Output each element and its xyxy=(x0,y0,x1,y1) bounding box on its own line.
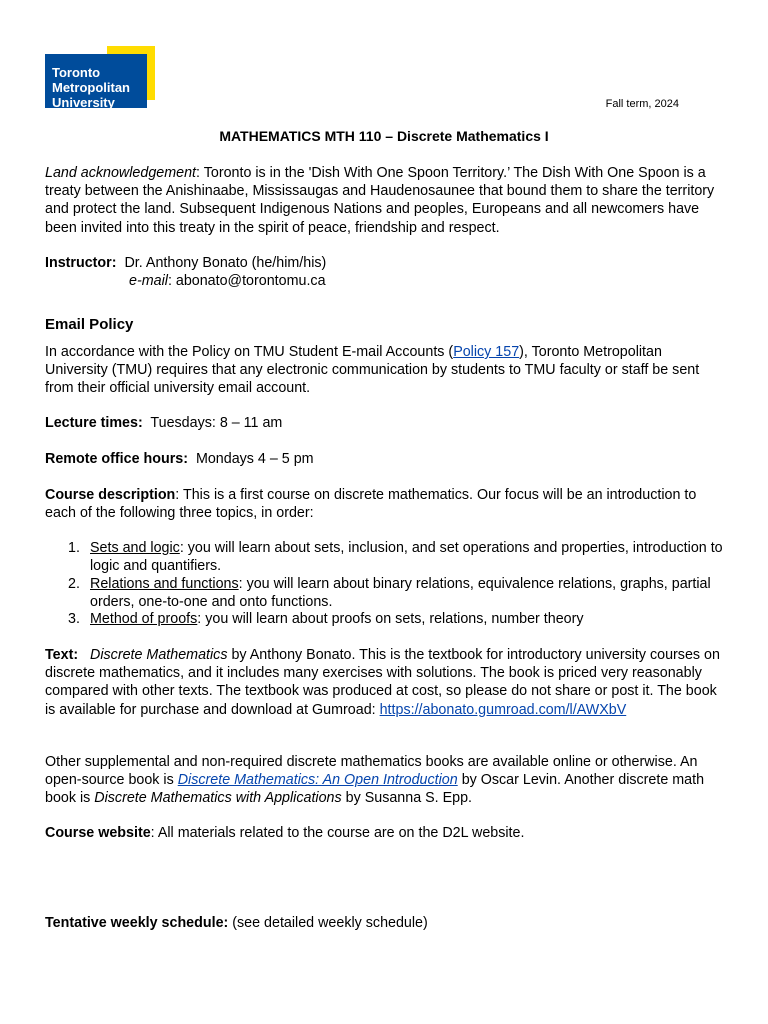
logo-line2: Metropolitan xyxy=(52,80,130,95)
email-label: e-mail xyxy=(129,273,168,290)
instructor-label: Instructor: xyxy=(45,255,117,271)
policy-157-link[interactable]: Policy 157 xyxy=(453,344,520,360)
schedule-label: Tentative weekly schedule: xyxy=(45,915,229,931)
email-policy-text xyxy=(45,343,725,398)
course-desc-label: Course description xyxy=(45,487,176,503)
email-policy-pre: In accordance with the Policy on TMU Student E-mail Accounts ( xyxy=(45,344,454,360)
lecture-times xyxy=(45,414,725,432)
email-policy-post: ), Toronto Metropolitan University (TMU) requires that any electronic communication by students to TMU faculty or staff be sent from their official university email account. xyxy=(45,344,700,397)
course-description xyxy=(45,486,725,522)
schedule-text: (see detailed weekly schedule) xyxy=(228,915,428,931)
land-text: : Toronto is in the 'Dish With One Spoon Territory.’ The Dish With One Spoon is a treaty between the Anishinaabe, Mississaugas and Haudenosaunee that bound them to share the territory and protect the land. Subsequent Indigenous Nations and peoples, Europeans and all newcomers have been invited into this treaty in the spirit of peace, friendship and respect. xyxy=(45,165,715,236)
office-label: Remote office hours: xyxy=(45,451,188,467)
office-value: Mondays 4 – 5 pm xyxy=(195,451,314,467)
supp-pre: Other supplemental and non-required discrete mathematics books are available online or otherwise. An open-source book is xyxy=(45,754,698,789)
course-desc-text: : This is a first course on discrete mathematics. Our focus will be an introduction to each of the following three topics, in order: xyxy=(45,487,697,522)
logo-line3: University xyxy=(52,95,115,110)
levin-book-link[interactable]: Discrete Mathematics: An Open Introduction xyxy=(177,772,458,789)
list-body xyxy=(90,539,730,575)
instructor-name: Dr. Anthony Bonato (he/him/his) xyxy=(124,255,327,271)
topic-desc: : you will learn about proofs on sets, relations, number theory xyxy=(197,611,584,627)
text-label: Text: xyxy=(45,647,79,663)
logo-line1: Toronto xyxy=(52,65,101,80)
lecture-label: Lecture times: xyxy=(45,415,143,431)
textbook-title: Discrete Mathematics xyxy=(90,647,228,663)
office-hours xyxy=(45,450,725,468)
topic-desc: : you will learn about sets, inclusion, and set operations and properties, introduction to logic and quantifiers. xyxy=(90,540,723,575)
website-text: : All materials related to the course are on the D2L website. xyxy=(150,825,525,841)
term-label: Fall term, 2024 xyxy=(605,98,679,110)
land-acknowledgement xyxy=(45,164,725,237)
weekly-schedule xyxy=(45,914,725,932)
list-number: 3. xyxy=(68,611,80,627)
textbook-desc: by Anthony Bonato. This is the textbook for introductory university courses on discrete mathematics, and it includes many exercises with solutions. The book is priced very reasonably compared with other texts. The textbook was produced at cost, so please do not share or post it. The book is available for purchase and download at Gumroad: xyxy=(45,647,720,718)
course-website xyxy=(45,824,725,842)
logo-block xyxy=(45,54,147,108)
website-label: Course website xyxy=(45,825,151,841)
logo-text xyxy=(52,65,130,110)
lecture-value: Tuesdays: 8 – 11 am xyxy=(150,415,283,431)
supp-post: by Susanna S. Epp. xyxy=(341,790,473,807)
topic-title: Sets and logic xyxy=(90,540,180,556)
topic-title: Relations and functions xyxy=(90,576,239,592)
epp-book-title: Discrete Mathematics with Applications xyxy=(94,790,342,807)
land-label: Land acknowledgement xyxy=(45,165,197,181)
text-section xyxy=(45,646,725,719)
instructor-block xyxy=(45,254,725,290)
topic-title: Method of proofs xyxy=(90,611,198,627)
topic-desc: : you will learn about binary relations, equivalence relations, graphs, partial orders, one-to-one and onto functions. xyxy=(90,576,711,611)
list-body xyxy=(90,575,730,611)
instructor-email[interactable]: : abonato@torontomu.ca xyxy=(167,273,326,290)
tmu-logo xyxy=(45,46,155,108)
list-body xyxy=(90,610,730,628)
email-policy-heading: Email Policy xyxy=(45,316,134,333)
course-title: MATHEMATICS MTH 110 – Discrete Mathematics I xyxy=(219,128,549,144)
supplemental-books xyxy=(45,753,725,808)
list-number: 2. xyxy=(68,576,80,592)
gumroad-link[interactable]: https://abonato.gumroad.com/l/AWXbV xyxy=(379,701,627,718)
list-number: 1. xyxy=(68,540,80,556)
supp-mid: by Oscar Levin. Another discrete math book is xyxy=(45,772,705,807)
